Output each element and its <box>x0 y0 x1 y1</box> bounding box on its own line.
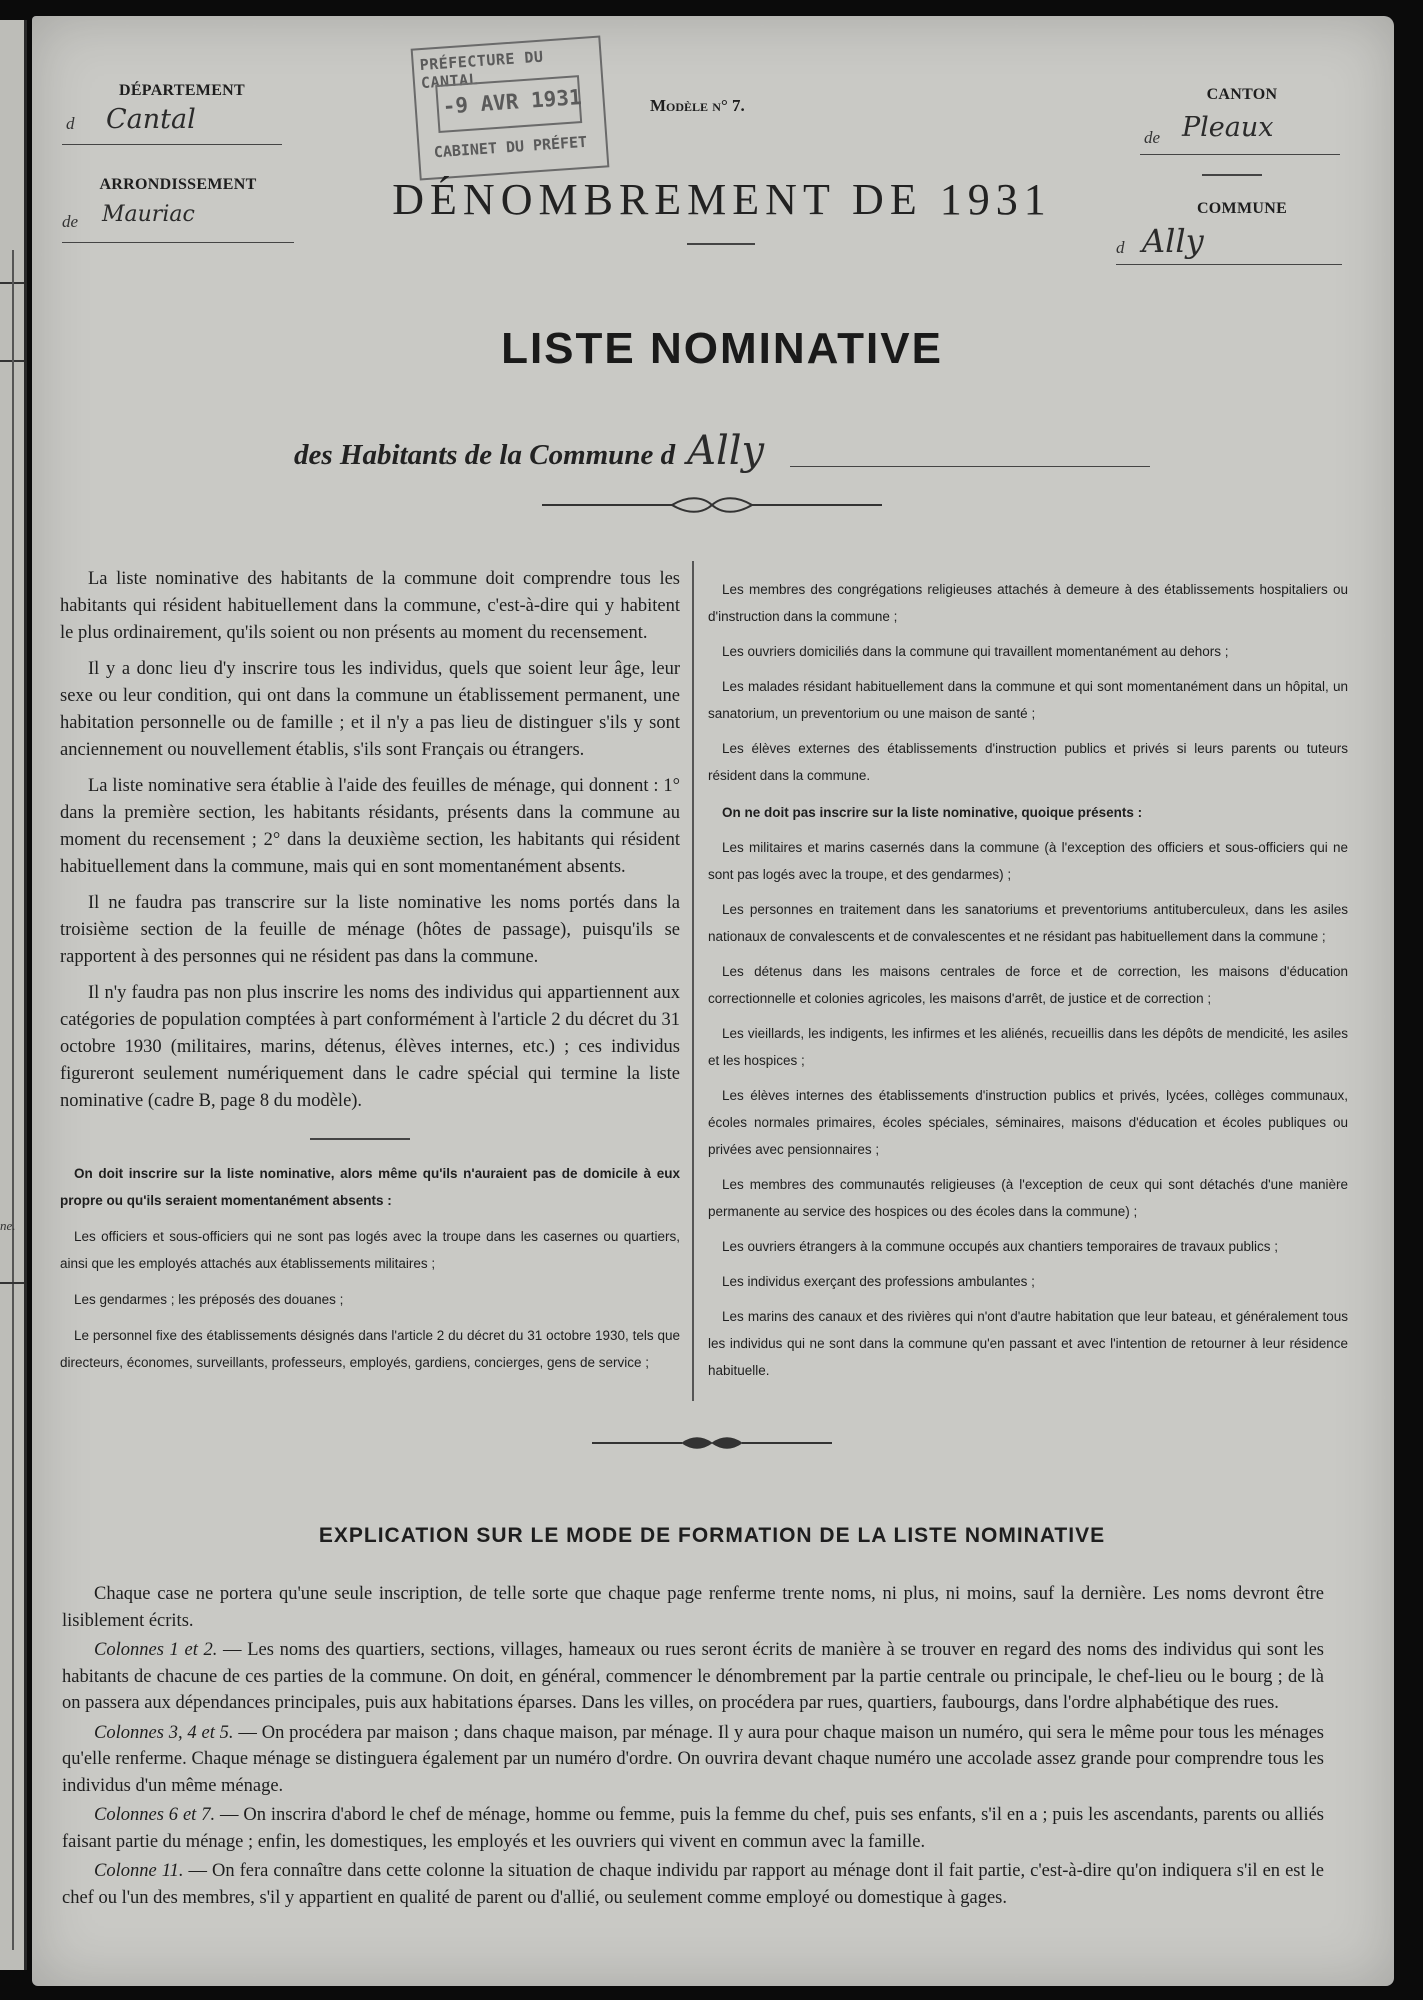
explication-section-label: Colonnes 6 et 7. <box>94 1805 216 1825</box>
commune-prefix: d <box>1116 238 1125 257</box>
modele-number: Modèle n° 7. <box>650 96 745 115</box>
left-paragraph: La liste nominative des habitants de la commune doit comprendre tous les habitants qui résident habituellement dans la commune, c'est-à-dire qui y habitent le plus ordinairement, qu'ils soient ou non présents au moment du recensement. <box>60 569 680 643</box>
column-separator <box>692 561 694 1401</box>
explication-section <box>62 1858 1324 1911</box>
arrondissement-prefix: de <box>62 212 79 231</box>
departement-prefix: d <box>66 114 75 133</box>
inscribe-heading: On doit inscrire sur la liste nominative, alors même qu'ils n'auraient pas de domicile à eux propre ou qu'ils seraient momentanément absents : <box>60 1166 680 1208</box>
left-paragraph: Il n'y faudra pas non plus inscrire les noms des individus qui appartiennent aux catégories de population comptées à part conformément à l'article 2 du décret du 31 octobre 1930 (militaires, marins, détenus, élèves internes, etc.) ; ces individus figureront seulement numériquement dans le cadre spécial qui termine la liste nominative (cadre B, page 8 du modèle). <box>60 983 680 1111</box>
departement-label: DÉPARTEMENT <box>118 82 245 99</box>
facing-page-edge <box>0 20 27 1970</box>
exclude-item: Les détenus dans les maisons centrales de force et de correction, les maisons d'éducation correctionnelle et colonies agricoles, les maisons d'arrêt, de justice et de correction ; <box>708 964 1348 1006</box>
exclude-heading: On ne doit pas inscrire sur la liste nominative, quoique présents : <box>722 805 1143 820</box>
inscribe-item: Le personnel fixe des établissements désignés dans l'article 2 du décret du 31 octobre 1930, tels que directeurs, économes, surveillants, professeurs, employés, gardiens, concierges, gens de service ; <box>60 1328 680 1370</box>
inscribe-item: Les officiers et sous-officiers qui ne sont pas logés avec la troupe dans les casernes ou quartiers, ainsi que les employés attachés aux établissements militaires ; <box>60 1229 680 1271</box>
commune-value: Ally <box>1142 222 1204 260</box>
exclude-item: Les individus exerçant des professions ambulantes ; <box>722 1274 1035 1289</box>
exclude-item: Les vieillards, les indigents, les infirmes et les aliénés, recueillis dans les dépôts de mendicité, les asiles et les hospices ; <box>708 1026 1348 1068</box>
left-column-rule <box>310 1138 410 1140</box>
canton-label: CANTON <box>1206 86 1278 103</box>
page-subtitle: LISTE NOMINATIVE <box>501 324 943 373</box>
explication-section <box>62 1637 1324 1717</box>
include-item: Les membres des congrégations religieuses attachés à demeure à des établissements hospitaliers ou d'instruction dans la commune ; <box>708 582 1348 624</box>
exclude-item: Les ouvriers étrangers à la commune occupés aux chantiers temporaires de travaux publics ; <box>722 1239 1279 1254</box>
left-instructions-column <box>60 566 680 1385</box>
canton-prefix: de <box>1144 128 1161 147</box>
explication-section-label: Colonnes 3, 4 et 5. <box>94 1722 234 1743</box>
explication-section-label: Colonne 11. <box>94 1861 184 1881</box>
canton-line <box>1140 154 1340 155</box>
facing-vertical-rule <box>12 250 14 1950</box>
commune-heading-line <box>790 466 1150 467</box>
census-form-page <box>32 16 1394 1986</box>
exclude-item: Les militaires et marins casernés dans la commune (à l'exception des officiers et sous-officiers qui ne sont pas logés avec la troupe, et des gendarmes) ; <box>708 840 1348 882</box>
explication-body <box>62 1581 1324 1914</box>
departement-line <box>62 144 282 145</box>
facing-fragment: ne. <box>0 1218 16 1233</box>
left-paragraph: Il y a donc lieu d'y inscrire tous les individus, quels que soient leur âge, leur sexe ou leur condition, qui ont dans la commune un établissement permanent, une habitation personnelle ou de famille ; et il n'y a pas lieu de distinguer s'ils y sont anciennement ou nouvellement établis, s'ils sont Français ou étrangers. <box>60 659 680 760</box>
stamp-date: -9 AVR 1931 <box>441 85 583 119</box>
left-paragraph: Il ne faudra pas transcrire sur la liste nominative les noms portés dans la troisième section de la feuille de ménage (hôtes de passage), puisqu'ils se rapportent à des personnes qui ne résident pas dans la commune. <box>60 893 680 967</box>
commune-line-heading <box>294 428 764 474</box>
arrondissement-value: Mauriac <box>102 202 195 227</box>
left-spacer <box>60 1124 680 1160</box>
stamp-cabinet-text: CABINET DU PRÉFET <box>433 132 588 162</box>
page-title: DÉNOMBREMENT DE 1931 <box>392 175 1052 224</box>
departement-value: Cantal <box>106 104 196 135</box>
stamp-prefecture-text: PRÉFECTURE DU CANTAL <box>419 47 545 93</box>
canton-value: Pleaux <box>1182 112 1274 143</box>
commune-line-text: des Habitants de la Commune d <box>294 439 676 471</box>
exclude-item: Les élèves internes des établissements d'instruction publics et privés, lycées, collèges communaux, écoles normales primaires, écoles spéciales, séminaires, maisons d'éducation et écoles publiques ou privées avec pensionnaires ; <box>708 1088 1348 1157</box>
explication-section-text: — Les noms des quartiers, sections, villages, hameaux ou rues seront écrits de manière à se trouver en regard des noms des individus qui sont les habitants de chacune de ces parties de la commune. On doit, en général, commencer le dénombrement par la partie centrale ou principale, le chef-lieu ou le bourg ; de là on passera aux dépendances principales, puis aux habitations éparses. Dans les villes, on procédera par rues, quartiers, faubourgs, dans l'ordre alphabétique des rues. <box>62 1640 1324 1713</box>
exclude-item: Les membres des communautés religieuses (à l'exception de ceux qui sont détachés d'une manière permanente au service des hospices ou des écoles dans la commune) ; <box>708 1177 1348 1219</box>
explication-section-text: — On fera connaître dans cette colonne la situation de chaque individu par rapport au ménage dont il fait partie, c'est-à-dire qu'on indiquera s'il en est le chef ou l'un des membres, s'il y appartient en qualité de parent ou d'allié, ou seulement comme employé ou domestique à gages. <box>62 1861 1324 1908</box>
ornament-divider-icon <box>542 494 882 516</box>
explication-section <box>62 1802 1324 1855</box>
inscribe-item: Les gendarmes ; les préposés des douanes ; <box>74 1292 344 1307</box>
ornament-divider-icon <box>592 1434 832 1452</box>
prefecture-stamp <box>411 36 610 181</box>
commune-line <box>1116 264 1342 265</box>
commune-label: COMMUNE <box>1196 200 1288 217</box>
left-paragraph: La liste nominative sera établie à l'aide des feuilles de ménage, qui donnent : 1° dans la première section, les habitants résidants, présents dans la commune au moment du recensement ; 2° dans la deuxième section, les habitants qui résident habituellement dans la commune, mais qui en sont momentanément absents. <box>60 776 680 877</box>
arrondissement-line <box>62 242 294 243</box>
canton-separator <box>1202 174 1262 176</box>
exclude-item: Les personnes en traitement dans les sanatoriums et preventoriums antituberculeux, dans les asiles nationaux de convalescents et de convalescentes et ne résidant pas habituellement dans la commune ; <box>708 902 1348 944</box>
include-item: Les malades résidant habituellement dans la commune et qui sont momentanément dans un hôpital, un sanatorium, un preventorium ou une maison de santé ; <box>708 679 1348 721</box>
explication-section-text: — On inscrira d'abord le chef de ménage, homme ou femme, puis la femme du chef, puis ses enfants, s'il en a ; puis les ascendants, parents ou alliés faisant partie du ménage ; enfin, les domestiques, les employés et les ouvriers qui vivent en commun avec la famille. <box>62 1805 1324 1852</box>
facing-rule <box>0 1282 24 1284</box>
explication-intro: Chaque case ne portera qu'une seule inscription, de telle sorte que chaque page renferme trente noms, ni plus, ni moins, sauf la dernière. Les noms devront être lisiblement écrits. <box>62 1584 1324 1631</box>
explication-section-label: Colonnes 1 et 2. <box>94 1640 218 1660</box>
commune-line-value: Ally <box>687 428 765 474</box>
include-item: Les élèves externes des établissements d'instruction publics et privés si leurs parents ou tuteurs résident dans la commune. <box>708 741 1348 783</box>
title-rule <box>687 243 755 245</box>
explication-title: EXPLICATION SUR LE MODE DE FORMATION DE LA LISTE NOMINATIVE <box>318 1524 1106 1547</box>
explication-section <box>62 1720 1324 1800</box>
explication-section-text: — On procédera par maison ; dans chaque maison, par ménage. Il y aura pour chaque maison un numéro, qui sera le même pour tous les ménages qu'elle renferme. Chaque ménage se distinguera également par un numéro d'ordre. On ouvrira devant chaque numéro une accolade assez grande pour comprendre tous les individus d'un même ménage. <box>62 1722 1324 1796</box>
exclude-item: Les marins des canaux et des rivières qui n'ont d'autre habitation que leur bateau, et généralement tous les individus qui ne sont dans la commune qu'en passant et avec l'intention de retourner à leur résidence habituelle. <box>708 1309 1348 1378</box>
arrondissement-label: ARRONDISSEMENT <box>99 176 257 193</box>
right-instructions-column <box>708 576 1348 1392</box>
include-item: Les ouvriers domiciliés dans la commune qui travaillent momentanément au dehors ; <box>722 644 1229 659</box>
